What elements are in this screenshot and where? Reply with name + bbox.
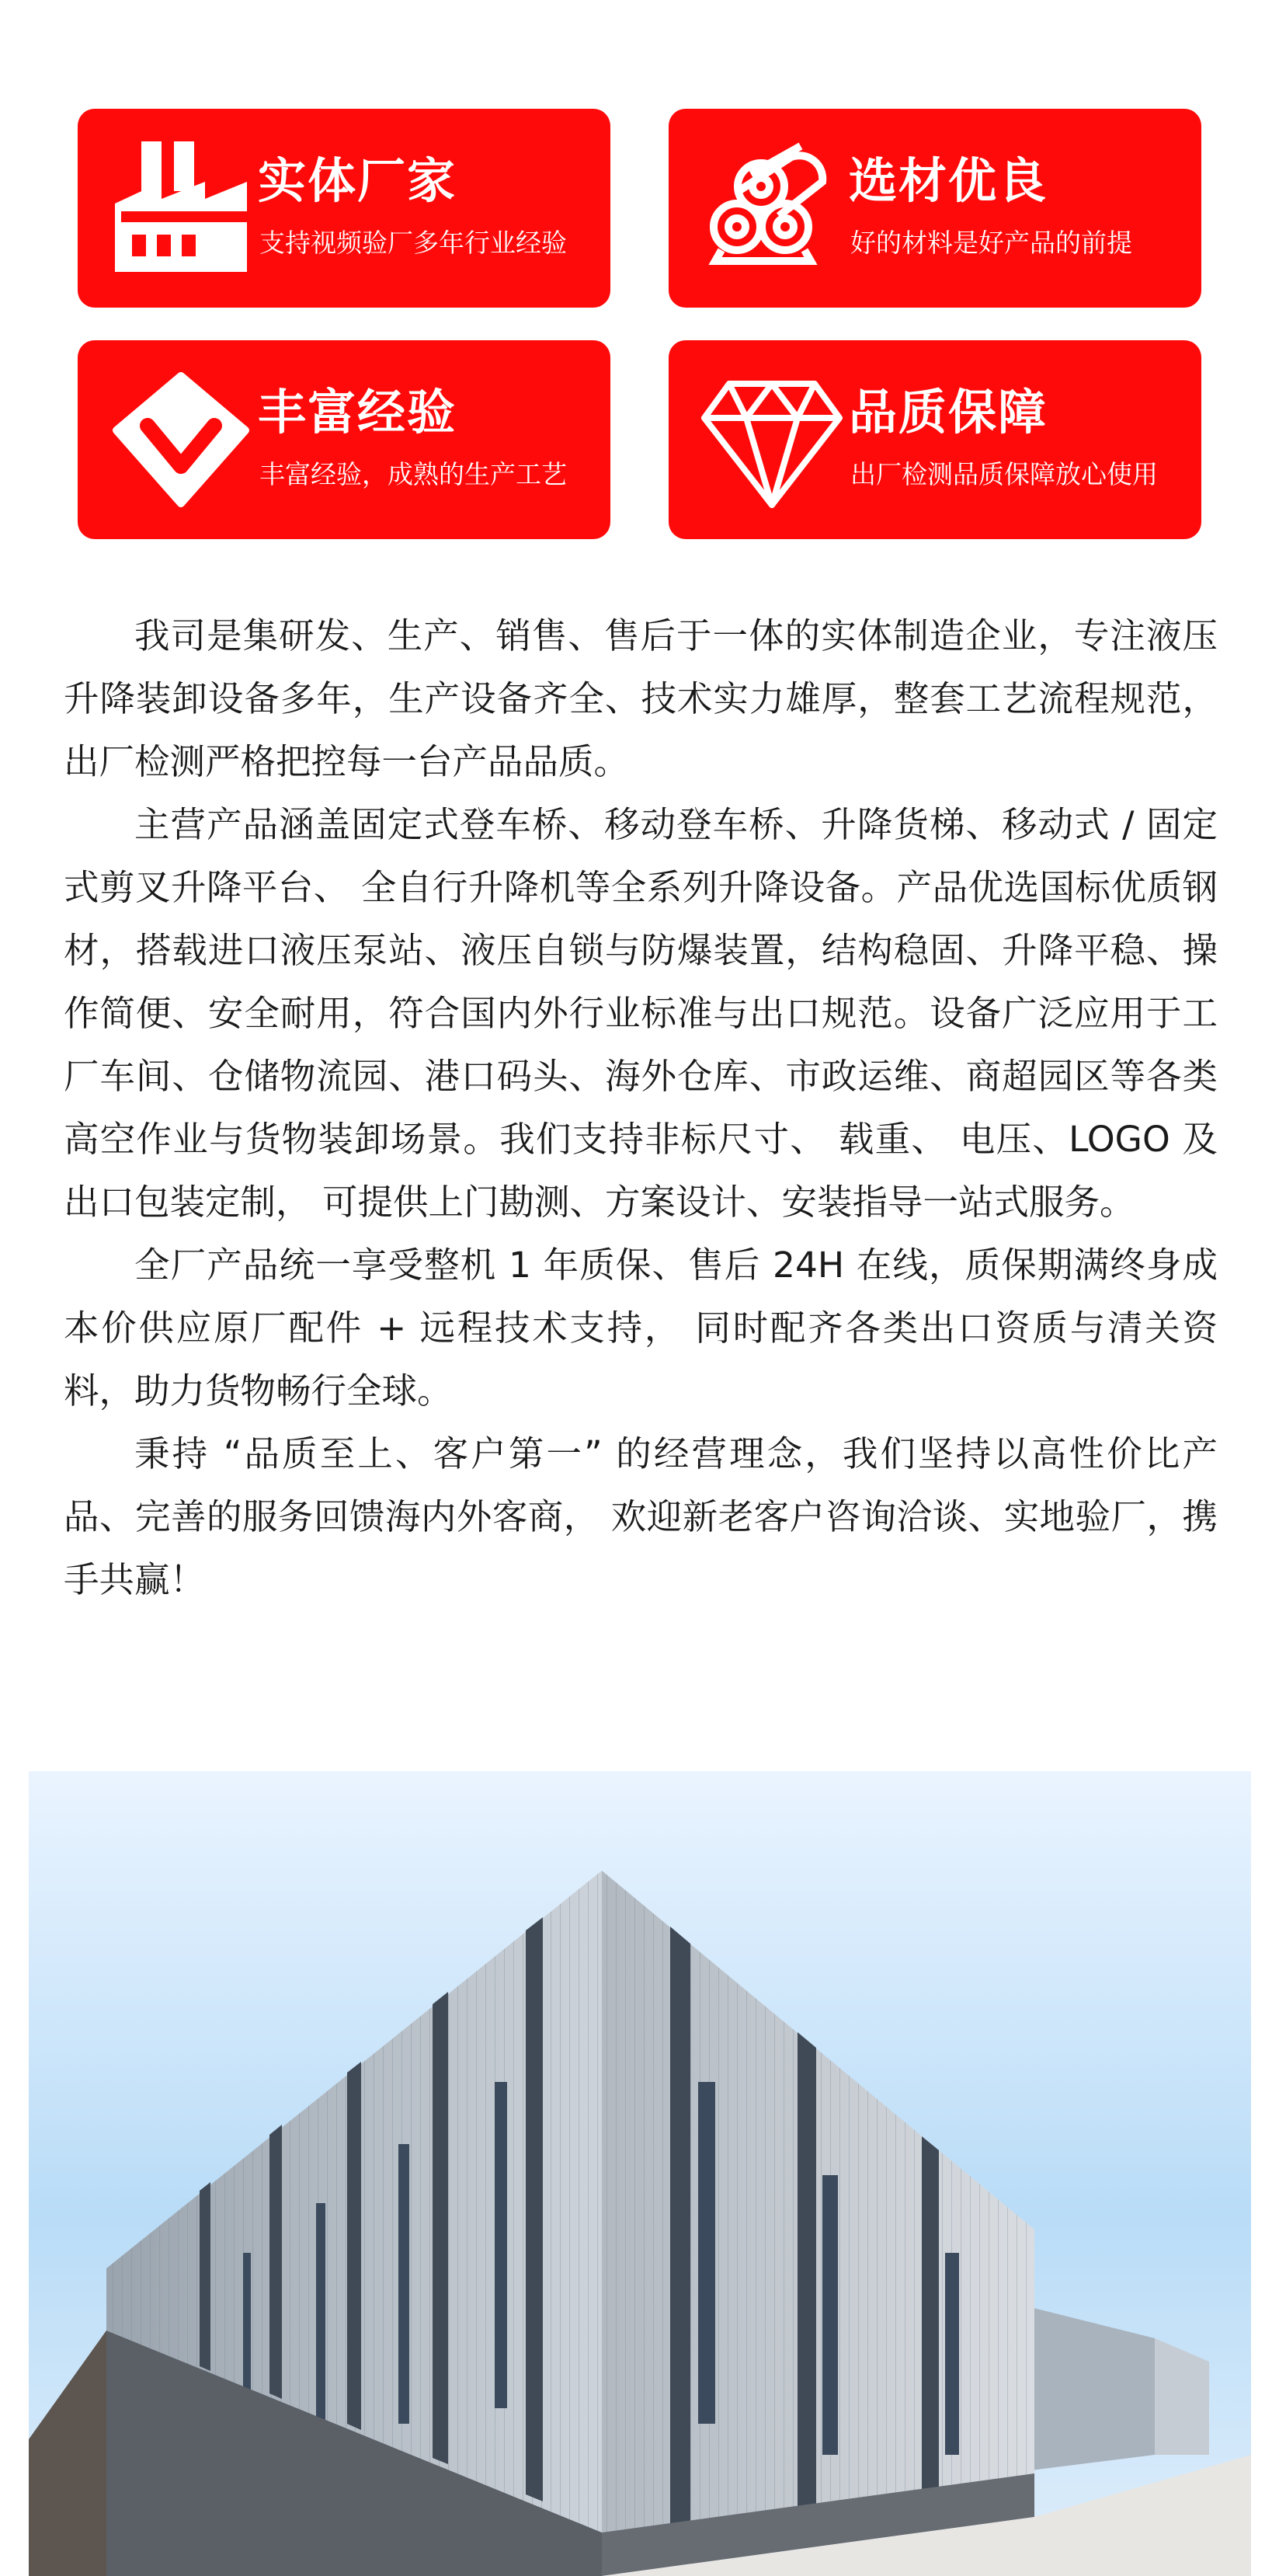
steel-pipes-icon (698, 135, 846, 283)
intro-paragraph: 全厂产品统一享受整机 1 年质保、售后 24H 在线，质保期满终身成本价供应原厂配件 + 远程技术支持， 同时配齐各类出口资质与清关资料，助力货物畅行全球。 (64, 1244, 1218, 1412)
feature-title: 实体厂家 (258, 152, 457, 209)
feature-subtitle: 丰富经验，成熟的生产工艺 (259, 459, 567, 489)
feature-title: 丰富经验 (258, 384, 457, 440)
factory-building-photo (29, 1771, 1251, 2576)
intro-paragraph: 秉持 “品质至上、客户第一” 的经营理念，我们坚持以高性价比产品、完善的服务回馈海内外客商， 欢迎新老客户咨询洽谈、实地验厂，携手共赢！ (64, 1433, 1218, 1600)
feature-title: 品质保障 (849, 384, 1048, 440)
feature-title: 选材优良 (849, 152, 1048, 209)
feature-card-factory (78, 109, 610, 308)
feature-subtitle: 支持视频验厂多年行业经验 (259, 228, 567, 258)
factory-icon (107, 135, 255, 283)
feature-subtitle: 出厂检测品质保障放心使用 (850, 459, 1158, 489)
company-intro (64, 604, 1218, 1611)
intro-paragraph: 主营产品涵盖固定式登车桥、移动登车桥、升降货梯、移动式 / 固定式剪叉升降平台、 全自行升降机等全系列升降设备。产品优选国标优质钢材，搭载进口液压泵站、液压自锁与防爆装置，结构稳固、升降平稳、操作简便、安全耐用，符合国内外行业标准与出口规范。设备广泛应用于工厂车间、仓储物流园、港口码头、海外仓库、市政运维、商超园区等各类高空作业与货物装卸场景。我们支持非标尺寸、 载重、 电压、LOGO 及出口包装定制， 可提供上门勘测、方案设计、安装指导一站式服务。 (64, 804, 1218, 1223)
feature-card-materials (669, 109, 1201, 308)
diamond-icon (698, 367, 846, 514)
feature-subtitle: 好的材料是好产品的前提 (850, 228, 1132, 258)
intro-paragraph: 我司是集研发、生产、销售、售后于一体的实体制造企业，专注液压升降装卸设备多年，生产设备齐全、技术实力雄厚，整套工艺流程规范，出厂检测严格把控每一台产品品质。 (64, 615, 1218, 782)
feature-card-quality (669, 340, 1201, 539)
check-shield-icon (107, 367, 255, 514)
feature-card-experience (78, 340, 610, 539)
